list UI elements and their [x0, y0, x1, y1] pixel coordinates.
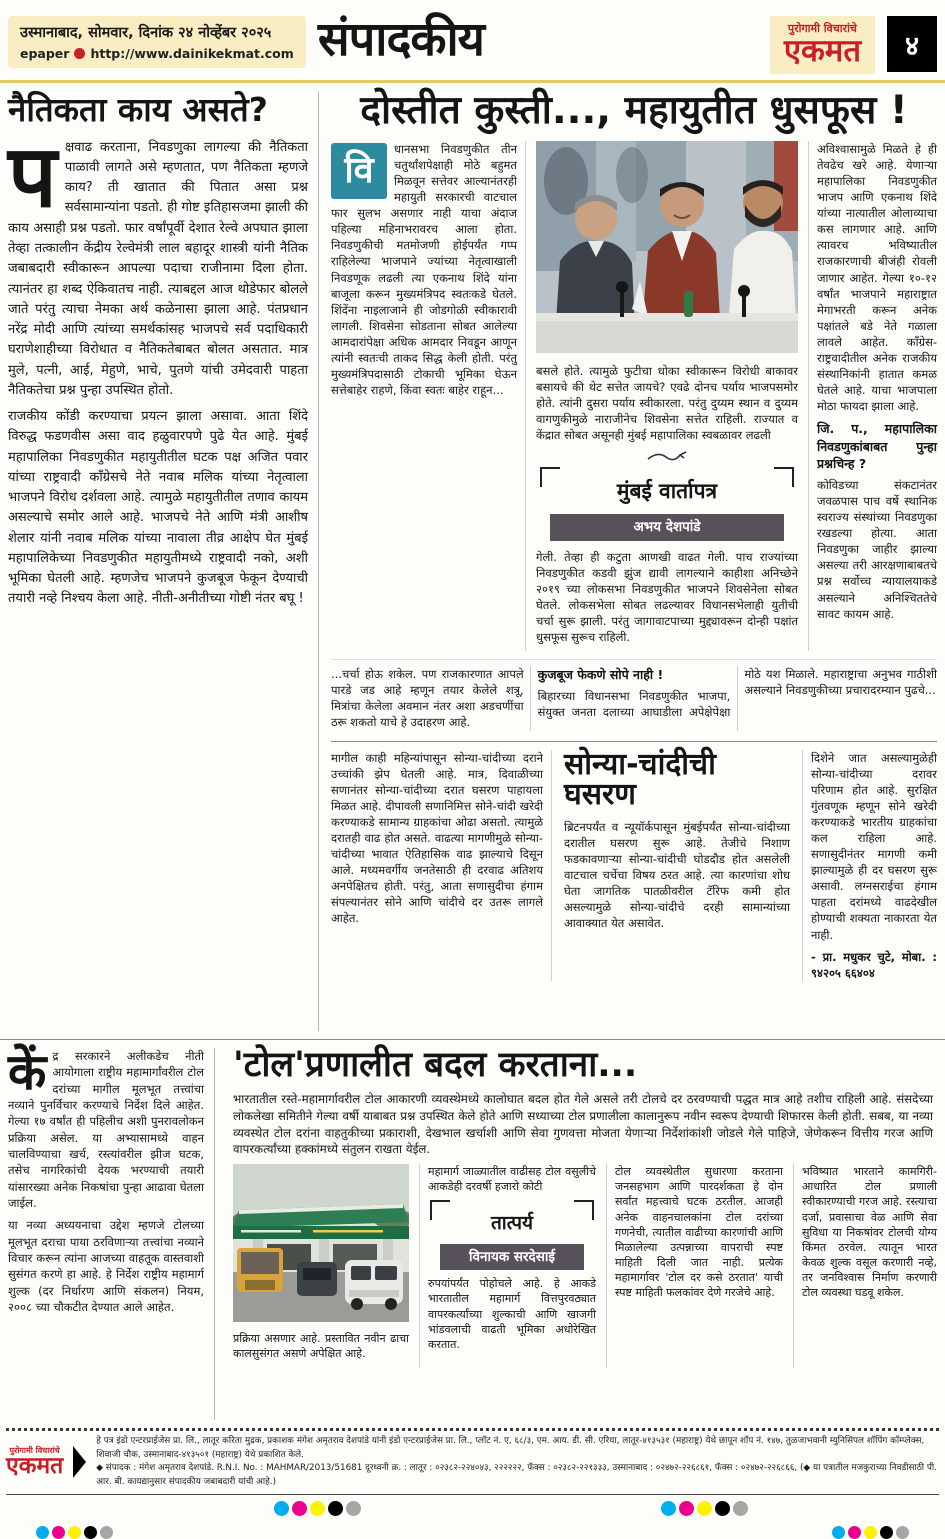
byline-author: अभय देशपांडे [550, 514, 784, 541]
epaper-label: epaper [20, 46, 70, 61]
cmyk-registration-dots [6, 1501, 939, 1516]
tatparya-author: विनायक सरदेसाई [440, 1244, 584, 1271]
mahayuti-dropcap: वि [331, 143, 387, 199]
toll-col-2 [419, 1164, 596, 1368]
toll-columns [233, 1164, 937, 1368]
upper-section [0, 83, 945, 1031]
epaper-globe-icon [74, 48, 85, 59]
mahayuti-columns [331, 141, 937, 651]
imprint-line-2: ◆ संपादक : मंगेश अमृतराव देशपांडे. R.N.I. No. : MAHMAR/2013/51681 दूरध्वनी क्र. : लातूर : ०२३८२-२२४०४३, २२२२२२, फॅक्स : ०२३८२-२२१३३३, उस्मानाबाद : ०२४७२-२२६८६१, फॅक्स : ०२४७२-२२६८६६, (◆ या पत्रातील मजकुराच्या निवडीसाठी पी. आर. बी. कायद्यानुसार संपादकीय जबाबदारी यांची आहे.) [96, 1463, 937, 1487]
article-ethics [8, 91, 319, 1031]
gold-headline: सोन्या-चांदीची घसरण [564, 746, 716, 813]
toll-col-3 [606, 1164, 783, 1368]
masthead-tagline: पुरोगामी विचारांचे [787, 22, 857, 35]
ethics-headline: नैतिकता काय असते? [8, 90, 268, 129]
mahayuti-paragraph: ...चर्चा होऊ शकेल. पण राजकारणात आपले पारडे जड आहे म्हणून तयार केलेले शत्रू, मित्रांचा केलेला अवमान नंतर अशा अडचणींचा ठरू शकतो याचे हे उदाहरण आहे. [331, 667, 524, 730]
article-mahayuti [331, 88, 937, 1031]
masthead-logo [770, 16, 875, 74]
gray-dot [733, 1501, 748, 1516]
mahayuti-continuation [331, 659, 937, 730]
toll-photo-col [233, 1164, 409, 1368]
gray-dot [100, 1526, 113, 1539]
yellow-dot [864, 1526, 877, 1539]
magenta-dot [848, 1526, 861, 1539]
magenta-dot [52, 1526, 65, 1539]
gold-main-col [564, 746, 790, 981]
imprint-text [96, 1435, 939, 1490]
toll-left-col [8, 1043, 215, 1420]
toll-paragraph: रुपयांपर्यंत पोहोचले आहे. हे आकडे भारतातील महामार्ग वित्तपुरवठ्यात वापरकर्त्यांच्या शुल्काची आणि खाजगी भांडवलाची वाढती भूमिका अधोरेखित करतात. [428, 1277, 596, 1351]
masthead-name: एकमत [783, 33, 861, 69]
byline-title: मुंबई वार्तापत्र [616, 479, 718, 504]
mahayuti-col-1 [331, 141, 526, 651]
toll-paragraph: महामार्ग जाळ्यातील वाढीसह टोल वसुलीचे आकडेही दरवर्षी हजारो कोटी [428, 1165, 596, 1194]
cmyk-dot-cluster [832, 1526, 909, 1539]
footer-masthead-name: एकमत [6, 1452, 64, 1479]
article-toll [0, 1039, 945, 1420]
byline-box-mumbai [540, 467, 794, 540]
mahayuti-col3-subhead: जि. प., महापालिका निवडणुकांबाबत पुन्हा प्रश्नचिन्ह ? [817, 421, 937, 472]
toll-paragraph: प्रक्रिया असणार आहे. प्रस्तावित नवीन ढाचा कालसुसंगत असणे अपेक्षित आहे. [233, 1332, 409, 1361]
gold-paragraph: मागील काही महिन्यांपासून सोन्या-चांदीच्या दराने उच्चांकी झेप घेतली आहे. मात्र, दिवाळीच्या सणानंतर सोन्या-चांदीच्या दरात घसरण पाहायला मिळत आहे. दीपावली सणानिमित्त सोने-चांदी खरेदी करण्याकडे सामान्य ग्राहकांचा ओढा असतो. त्यामुळे दरातही वाढ होत असते. वाढत्या मागणीमुळे सोन्या-चांदीच्या भावात ऐतिहासिक वाढ झाल्याचे दिसून आले. मध्यमवर्गीय जनतेसाठी ही दरवाढ अतिशय अनपेक्षितच होती. परंतु, आता सणासुदीचा हंगाम संपल्यानंतर सोने आणि चांदीचे दर उतरू लागले आहेत. [331, 750, 543, 926]
mahayuti-paragraph: बसले होते. त्यामुळे फुटीचा धोका स्वीकारून विरोधी बाकावर बसायचे की थेट सत्तेत जायचे? एवढे दोनच पर्याय भाजपसमोर होते. त्यांनी दुसरा पर्याय स्वीकारला. परंतु दुय्यम स्थान व दुय्यम वागणुकीमुळे नाराजीनेच शिवसेना सत्तेत राहिली. राज्यात व केंद्रात सोबत असूनही मुंबई महापालिका स्वबळावर लढली [536, 363, 798, 443]
cmyk-dot-cluster [274, 1501, 361, 1516]
page-footer [6, 1428, 939, 1539]
imprint-row [6, 1435, 939, 1490]
gray-dot [346, 1501, 361, 1516]
footer-rule [6, 1494, 939, 1495]
cyan-dot [36, 1526, 49, 1539]
epaper-line [20, 46, 294, 61]
byline-box-tatparya [430, 1200, 594, 1270]
toll-plaza-photo [233, 1164, 409, 1322]
cyan-dot [832, 1526, 845, 1539]
cyan-dot [274, 1501, 289, 1516]
toll-paragraph: या नव्या अध्ययनाचा उद्देश म्हणजे टोलच्या मूलभूत दराचा पाया ठरविणाऱ्या तत्त्वांचा नव्याने विचार करून त्यांना आजच्या वाहतूक वास्तवाशी सुसंगत करणे हा आहे. हे निर्देश राष्ट्रीय महामार्ग शुल्क (दर निर्धारण आणि संकलन) नियम, २००८ च्या चौकटीत देण्यात आले आहेत. [8, 1218, 204, 1314]
ethics-paragraph: क्षवाढ करताना, निवडणुका लागल्या की नैतिकता पाळावी लागते असे म्हणतात, पण नैतिकता म्हणजे काय? ती खातात की पितात असा प्रश्न सर्वसामान्यांना पडतो. ही गोष्ट इतिहासजमा झाली की काय असाही प्रश्न पडतो. फार वर्षांपूर्वी देशात रेल्वे अपघात झाला तेव्हा तत्कालीन केंद्रीय रेल्वेमंत्री लाल बहादूर शास्त्री यांनी नैतिक जबाबदारी स्वीकारून आपल्या पदाचा राजीनामा दिला होता. त्यानंतर हा शब्द ऐकिवातच नाही. त्याबद्दल आज थोडेफार बोलले जाते परंतु त्याचा नेमका अर्थ कळेनासा झाला आहे. पंतप्रधान नरेंद्र मोदी आणि त्यांच्या समर्थकांसह भाजपचे सर्व पदाधिकारी घराणेशाहीच्या विरोधात व नैतिकतेबाबत बोलत असतात. मात्र मुले, पत्नी, आई, मेहुणे, भाचे, पुतणे यांची उमेदवारी पाहता नैतिकतेचा प्रश्न पुन्हा उपस्थित होतो. [8, 139, 308, 398]
magenta-dot [679, 1501, 694, 1516]
mahayuti-paragraph: अविश्वासामुळे मिळते हे ही तेवढेच खरे आहे. येणाऱ्या महापालिका निवडणुकीत भाजप आणि एकनाथ शिंदे यांच्या नात्यातील ओलाव्याचा कस लागणार आहे. आणि त्यावरच भविष्यातील राजकारणाची बीजंही रोवली जाणार आहेत. गेल्या १०-१२ वर्षांत भाजपाने महाराष्ट्रात मेगाभरती करून अनेक पक्षांतले बडे नेते गळाला लावले आहेत. काँग्रेस-राष्ट्रवादीतील अनेक राजकीय संस्थानिकांनी हातात कमळ घेतले आहे. याचा भाजपाला मोठा फायदा झाला आहे. [817, 141, 937, 414]
article-gold [331, 741, 937, 981]
cmyk-registration-dots-bottom [6, 1526, 939, 1539]
tatparya-title: तात्पर्य [490, 1212, 534, 1235]
mahayuti-col-2 [536, 141, 798, 651]
yellow-dot [310, 1501, 325, 1516]
dateline: उस्मानाबाद, सोमवार, दिनांक २४ नोव्हेंबर २०२५ [20, 25, 272, 41]
toll-intro: भारतातील रस्ते-महामार्गावरील टोल आकारणी व्यवस्थेमध्ये कालोघात बदल होत गेले असले तरी टोलचे दर ठरवण्याची पद्धत मात्र आहे तशीच राहिली आहे. संसदेच्या लोकलेखा समितीने गेल्या वर्षी याबाबत प्रश्न उपस्थित केले होते आणि सध्याच्या टोल प्रणालीला कालानुरूप नवीन स्वरूप देण्याची शिफारस केली होती. सबब, या नव्या व्यवस्थेत टोल दरांना वाहतुकीच्या प्रकाराशी, देखभाल खर्चाशी आणि सेवा गुणवत्ता मोजता येणाऱ्या निर्देशांकांशी जोडले गेले पाहिजे, जेणेकरून वित्तीय गरज आणि वापरकर्त्यांच्या हक्कांमध्ये संतुलन राखता येईल. [233, 1092, 933, 1157]
footer-masthead-tagline: पुरोगामी विचारांचे [9, 1445, 60, 1455]
black-dot [84, 1526, 97, 1539]
gold-right-col [802, 750, 937, 981]
gray-dot [896, 1526, 909, 1539]
toll-paragraph: टोल व्यवस्थेतील सुधारणा करताना जनसहभाग आणि पारदर्शकता हे दोन सर्वांत महत्त्वाचे घटक ठरतील. आजही अनेक वाहनचालकांना टोल दरांच्या गणनेची, त्यातील वाढीच्या कारणांची आणि मिळालेल्या उत्पन्नाच्या वापराची स्पष्ट माहिती दिली जात नाही. प्रत्येक महामार्गावर 'टोल दर कसे ठरतात' याची स्पष्ट माहिती फलकांवर देणे गरजेचे आहे. [615, 1165, 783, 1300]
toll-paragraph: द्र सरकारने अलीकडेच नीती आयोगाला राष्ट्रीय महामार्गांवरील टोल दरांच्या मागील मूलभूत तत्त्वांचा नव्याने पुनर्विचार करण्याचे निर्देश दिले आहेत. गेल्या १७ वर्षांत ही पहिलीच अशी पुनरावलोकन प्रक्रिया असेल. या अभ्यासामध्ये वाहन चालविण्याचा खर्च, रस्त्यांवरील झीज घटक, तसेच नागरिकांची देयक भरण्याची तयारी यांसारख्या अनेक निकषांचा पुन्हा आढावा घेतला जाईल. [8, 1049, 204, 1210]
flourish-icon [646, 449, 688, 463]
masthead-wedge-icon [73, 1446, 86, 1478]
ethics-paragraph: राजकीय कोंडी करण्याचा प्रयत्न झाला असावा. आता शिंदे विरुद्ध फडणवीस असा वाद हळुवारपणे पुढे येत आहे. मुंबई महापालिका निवडणुकीत महायुतीतील घटक पक्ष अजित पवार यांच्या राष्ट्रवादी काँग्रेसचे नेते नवाब मलिक यांच्या नेतृत्वाला भाजपने विरोध दर्शवला आहे. त्यामुळे महायुतीतील तणाव कायम असल्याचे समोर आले आहे. भाजपचे नेते आणि मंत्री आशीष शेलार यांनी नवाब मलिक यांच्या नावाला तीव्र आक्षेप घेत मुंबई महापालिकेच्या निवडणुकीत महायुतीमध्ये राष्ट्रवादी नको, अशी भूमिका घेतली आहे. म्हणजेच भाजपने कुजबूज फेकून देण्याची तयारी नव्हे निश्चय केला आहे. नीती-अनीतीच्या गोष्टी नंतर बघू ! [8, 409, 308, 607]
black-dot [880, 1526, 893, 1539]
yellow-dot [68, 1526, 81, 1539]
gold-intro-col [331, 750, 552, 981]
cmyk-dot-cluster [36, 1526, 113, 1539]
toll-dropcap: कें [8, 1043, 47, 1101]
page-header [0, 0, 945, 74]
mahayuti-headline: दोस्तीत कुस्ती..., महायुतीत धुसफूस ! [360, 88, 908, 133]
mahayuti-paragraph: कोविडच्या संकटानंतर जवळपास पाच वर्षे स्थानिक स्वराज्य संस्थांच्या निवडणुका रखडल्या होत्या. आता निवडणुका जाहीर झाल्या असल्या तरी आरक्षणाबाबतचे प्रश्न सर्वोच्च न्यायालयाकडे असल्याने अनिश्चिततेचे सावट कायम आहे. [817, 477, 937, 621]
imprint-line-1: हे पत्र इंडो एन्टरप्राईजेस प्रा. लि., लातूर करिता मुद्रक, प्रकाशक मंगेश अमृतराव देशपांडे यांनी इंडो एन्टरप्राईजेस प्रा. लि., प्लॉट नं. ए, ६८/३, एम. आय. डी. सी. एरिया, लातूर-४१३५३१ (महाराष्ट्र) येथे छापून शॉप नं. १४७, तुळजाभवानी म्युनिसिपल शॉपिंग कॉम्प्लेक्स, शिवाजी चौक, उस्मानाबाद-४१३५०१ (महाराष्ट्र) येथे प्रकाशित केले. [96, 1436, 925, 1460]
page-title: संपादकीय [317, 12, 484, 67]
mahayuti-subhead: कुजबूज फेकणे सोपे नाही ! [537, 667, 664, 683]
toll-main [227, 1045, 937, 1420]
gold-paragraph: ब्रिटनपर्यंत व न्यूयॉर्कपासून मुंबईपर्यंत सोन्या-चांदीच्या दरातील घसरण सुरू आहे. तेजीचे निशाण फडकावणाऱ्या सोन्या-चांदीची घोडदौड होत असलेली वाटचाल चर्चेचा विषय ठरत आहे. त्या कारणांचा शोध घेता जागतिक पातळीवरील टॅरिफ कमी होत असल्यामुळे सोन्या-चांदीचे दरही सामान्यांच्या आवाक्यात येत असावेत. [564, 819, 790, 931]
footer-masthead-logo [6, 1447, 63, 1478]
mahayuti-paragraph: गेली. तेव्हा ही कटुता आणखी वाढत गेली. पाच राज्यांच्या निवडणुकीत कडवी झुंज द्यावी लागल्याने काहीशा अनिच्छेने २०१९ च्या लोकसभा निवडणुकीत भाजपने शिवसेनेला सोबत घेतले. लोकसभेला सोबत लढल्यावर विधानसभेलाही युतीची चर्चा सुरू झाली. परंतु जागावाटपाच्या मुद्द्यावरून दोन्ही पक्षांत धुसफूस सुरूच राहिली. [536, 549, 798, 645]
ethics-dropcap: प [8, 126, 57, 227]
magenta-dot [292, 1501, 307, 1516]
dateline-box [8, 16, 306, 68]
mahayuti-paragraph: बिहारच्या विधानसभा निवडणुकीत भाजपा, संयुक्त जनता दलाच्या आघाडीला अपेक्षेपेक्षा मोठे यश मिळाले. महाराष्ट्राचा अनुभव गाठीशी असल्याने निवडणुकीच्या प्रचारादरम्यान पुढचे... [537, 667, 937, 719]
yellow-dot [697, 1501, 712, 1516]
toll-headline: 'टोल'प्रणालीत बदल करताना... [233, 1045, 638, 1085]
page-number-badge: ४ [887, 16, 937, 72]
gold-author-signature: - प्रा. मधुकर चुटे, मोबा. : ९४२०५ ६६४०४ [811, 949, 937, 980]
toll-col-4 [793, 1164, 937, 1368]
mahayuti-col-3 [808, 141, 937, 651]
gold-paragraph: दिशेने जात असल्यामुळेही सोन्या-चांदीच्या दरावर परिणाम होत आहे. सुरक्षित गुंतवणूक म्हणून सोने खरेदी करण्याकडे भारतीय ग्राहकांचा कल राहिला आहे. सणासुदीनंतर मागणी कमी झाल्यामुळे ही दर घसरण सुरू असावी. लग्नसराईचा हंगाम पाहता दरांमध्ये वाढदेखील होण्याची शक्यता नाकारता येत नाही. [811, 750, 937, 942]
mahayuti-leaders-photo [536, 141, 798, 353]
black-dot [715, 1501, 730, 1516]
ethics-body [8, 126, 308, 610]
cmyk-dot-cluster [661, 1501, 748, 1516]
toll-paragraph: भविष्यात भारताने कामगिरी-आधारित टोल प्रणाली स्वीकारण्याची गरज आहे. रस्त्याचा दर्जा, प्रवासाचा वेळ आणि सेवा सुविधा या निकषांवर टोलची योग्य किंमत ठरवेल. त्यातून भारत केवळ शुल्क वसूल करणारी नव्हे, तर जनविश्वास निर्माण करणारी टोल व्यवस्था घडवू शकेल. [802, 1165, 937, 1300]
cyan-dot [661, 1501, 676, 1516]
mahayuti-paragraph: धानसभा निवडणुकीत तीन चतुर्थांशपेक्षाही मोठे बहुमत मिळवून सत्तेवर आल्यानंतरही महायुती सरकारची वाटचाल फार सुलभ असणार नाही याचा अंदाज पहिल्या महिनाभरावरच आला होता. निवडणुकीची मतमोजणी होईपर्यंत गप्प राहिलेल्या भाजपाने ज्यांच्या नेतृत्वाखाली निवडणूक लढली त्या एकनाथ शिंदे यांना बाजूला करून मुख्यमंत्रिपद स्वतःकडे घेतले. शिंदेंना नाइलाजाने ही जोडगोळी स्वीकारावी लागली. शिवसेना सोडताना सोबत आलेल्या आमदारांपेक्षा अधिक आमदार निवडून आणून त्यांनी स्वतःची ताकद सिद्ध केली होती. परंतु मुख्यमंत्रिपदासाठी टोकाची भूमिका घेऊन सत्तेबाहेर राहणे, किंवा स्वतः बाहेर राहून... [331, 141, 517, 398]
epaper-url[interactable]: http://www.dainikekmat.com [90, 46, 294, 61]
black-dot [328, 1501, 343, 1516]
